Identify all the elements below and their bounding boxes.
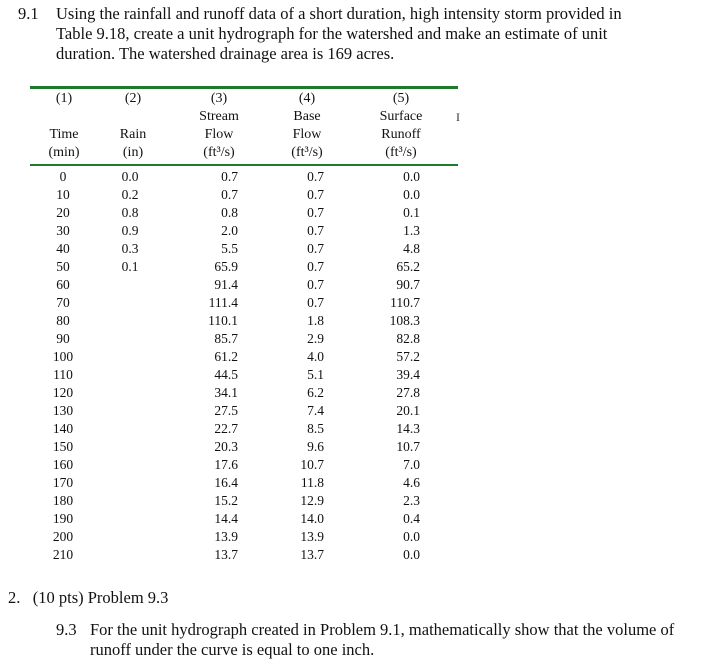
problem-text: For the unit hydrograph created in Problem 9.1, mathematically show that the volume of runoff under the curve is equal to one inch. [90, 620, 675, 659]
cell-base-flow: 0.7 [307, 187, 324, 202]
table-header-rule [30, 164, 458, 166]
table-row [0, 312, 716, 330]
cell-stream-flow: 85.7 [214, 331, 238, 346]
cell-rain: 0.2 [121, 187, 139, 202]
question-label: 2. [8, 588, 21, 607]
header-col-number: (4) [298, 91, 316, 106]
cell-time: 150 [52, 439, 74, 454]
cell-time: 200 [52, 529, 74, 544]
cell-time: 20 [56, 205, 70, 220]
header-line2: Flow [204, 127, 234, 142]
cell-stream-flow: 91.4 [214, 277, 238, 292]
cell-base-flow: 12.9 [300, 493, 324, 508]
header-rain [98, 90, 168, 162]
header-stream-flow [180, 90, 258, 162]
header-surface-runoff [356, 90, 446, 162]
cell-surface-runoff: 0.0 [403, 529, 420, 544]
cell-base-flow: 2.9 [307, 331, 324, 346]
table-row [0, 366, 716, 384]
table-row [0, 474, 716, 492]
cell-surface-runoff: 110.7 [390, 295, 420, 310]
cell-stream-flow: 27.5 [214, 403, 238, 418]
cell-rain: 0.8 [121, 205, 139, 220]
cell-time: 120 [52, 385, 74, 400]
cell-base-flow: 10.7 [300, 457, 324, 472]
cell-stream-flow: 20.3 [214, 439, 238, 454]
cell-surface-runoff: 14.3 [396, 421, 420, 436]
cell-time: 190 [52, 511, 74, 526]
cell-stream-flow: 65.9 [214, 259, 238, 274]
cell-time: 40 [56, 241, 70, 256]
table-top-rule [30, 86, 458, 89]
header-unit: (ft³/s) [203, 145, 235, 160]
cell-surface-runoff: 0.0 [403, 187, 420, 202]
table-row [0, 456, 716, 474]
header-base-flow [268, 90, 346, 162]
cell-time: 160 [52, 457, 74, 472]
question-text: (10 pts) Problem 9.3 [32, 588, 169, 607]
table-row [0, 510, 716, 528]
cell-time: 100 [52, 349, 74, 364]
header-line2: Runoff [381, 127, 421, 142]
cell-base-flow: 11.8 [300, 475, 324, 490]
cell-base-flow: 0.7 [307, 223, 324, 238]
table-row [0, 258, 716, 276]
cell-base-flow: 0.7 [307, 277, 324, 292]
cell-surface-runoff: 4.8 [403, 241, 420, 256]
header-unit: (ft³/s) [385, 145, 417, 160]
header-line1 [30, 108, 98, 126]
table-row [0, 294, 716, 312]
header-unit: (in) [122, 145, 144, 160]
cell-time: 130 [52, 403, 74, 418]
cell-surface-runoff: 7.0 [403, 457, 420, 472]
question-2 [8, 588, 168, 608]
cell-surface-runoff: 108.3 [389, 313, 420, 328]
cell-rain: 0.0 [121, 169, 139, 184]
cell-surface-runoff: 1.3 [403, 223, 420, 238]
cell-base-flow: 8.5 [307, 421, 324, 436]
header-col-number: (3) [210, 91, 228, 106]
cell-rain: 0.3 [121, 241, 139, 256]
header-line2: Flow [292, 127, 322, 142]
cell-base-flow: 13.9 [300, 529, 324, 544]
cell-surface-runoff: 10.7 [396, 439, 420, 454]
header-line2: Rain [119, 127, 147, 142]
cell-surface-runoff: 2.3 [403, 493, 420, 508]
cell-base-flow: 5.1 [307, 367, 324, 382]
cell-stream-flow: 22.7 [214, 421, 238, 436]
cell-time: 60 [56, 277, 70, 292]
cell-time: 50 [56, 259, 70, 274]
cell-stream-flow: 15.2 [214, 493, 238, 508]
cell-base-flow: 13.7 [300, 547, 324, 562]
header-line1 [98, 108, 168, 126]
table-row [0, 204, 716, 222]
cell-surface-runoff: 65.2 [396, 259, 420, 274]
cell-surface-runoff: 0.1 [403, 205, 420, 220]
table-row [0, 348, 716, 366]
cell-base-flow: 9.6 [307, 439, 324, 454]
header-unit: (ft³/s) [291, 145, 323, 160]
cell-surface-runoff: 82.8 [396, 331, 420, 346]
cell-rain: 0.1 [121, 259, 139, 274]
cell-surface-runoff: 90.7 [396, 277, 420, 292]
header-line1: Base [293, 109, 321, 124]
cell-stream-flow: 13.9 [214, 529, 238, 544]
header-time [30, 90, 98, 162]
cell-stream-flow: 0.7 [221, 187, 238, 202]
cell-stream-flow: 61.2 [214, 349, 238, 364]
cell-time: 0 [59, 169, 67, 184]
cell-surface-runoff: 0.0 [403, 547, 420, 562]
cell-stream-flow: 44.5 [214, 367, 238, 382]
cell-time: 210 [52, 547, 74, 562]
table-row [0, 222, 716, 240]
problem-number: 9.3 [56, 620, 77, 639]
cell-stream-flow: 0.7 [221, 169, 238, 184]
cell-surface-runoff: 27.8 [396, 385, 420, 400]
cell-surface-runoff: 39.4 [396, 367, 420, 382]
cell-stream-flow: 14.4 [214, 511, 238, 526]
table-row [0, 402, 716, 420]
table-row [0, 186, 716, 204]
cell-stream-flow: 0.8 [221, 205, 238, 220]
cell-surface-runoff: 0.0 [403, 169, 420, 184]
cell-stream-flow: 5.5 [221, 241, 238, 256]
cell-stream-flow: 2.0 [221, 223, 238, 238]
cell-stream-flow: 34.1 [214, 385, 238, 400]
header-col-number: (1) [55, 91, 73, 106]
table-row [0, 330, 716, 348]
table-row [0, 240, 716, 258]
header-unit: (min) [48, 145, 80, 160]
cell-surface-runoff: 57.2 [396, 349, 420, 364]
stray-mark: I [456, 110, 460, 124]
cell-stream-flow: 16.4 [214, 475, 238, 490]
problem-text: Using the rainfall and runoff data of a short duration, high intensity storm provided in Table 9.18, create a unit hydrograph for the watershed and make an estimate of unit duration. The watershed drainage area is 169 acres. [56, 4, 622, 63]
cell-base-flow: 14.0 [300, 511, 324, 526]
header-line2: Time [49, 127, 79, 142]
table-row [0, 492, 716, 510]
cell-stream-flow: 110.1 [208, 313, 238, 328]
cell-base-flow: 6.2 [307, 385, 324, 400]
table-row [0, 546, 716, 564]
header-line1: Surface [379, 109, 423, 124]
cell-surface-runoff: 20.1 [396, 403, 420, 418]
cell-time: 110 [53, 367, 73, 382]
header-col-number: (2) [124, 91, 142, 106]
cell-time: 30 [56, 223, 70, 238]
cell-stream-flow: 17.6 [214, 457, 238, 472]
cell-base-flow: 0.7 [307, 205, 324, 220]
cell-base-flow: 4.0 [307, 349, 324, 364]
problem-number: 9.1 [18, 4, 39, 23]
cell-time: 90 [56, 331, 70, 346]
table-row [0, 168, 716, 186]
table-row [0, 384, 716, 402]
cell-base-flow: 0.7 [307, 259, 324, 274]
cell-base-flow: 1.8 [307, 313, 324, 328]
header-col-number: (5) [392, 91, 410, 106]
table-row [0, 438, 716, 456]
cell-base-flow: 7.4 [307, 403, 324, 418]
cell-rain: 0.9 [121, 223, 139, 238]
cell-time: 80 [56, 313, 70, 328]
table-row [0, 528, 716, 546]
table-body [0, 168, 716, 564]
cell-base-flow: 0.7 [307, 169, 324, 184]
cell-time: 170 [52, 475, 74, 490]
cell-stream-flow: 111.4 [208, 295, 238, 310]
cell-time: 10 [56, 187, 70, 202]
cell-time: 180 [52, 493, 74, 508]
cell-surface-runoff: 0.4 [403, 511, 420, 526]
table-row [0, 276, 716, 294]
header-line1: Stream [199, 109, 239, 124]
cell-stream-flow: 13.7 [214, 547, 238, 562]
cell-time: 70 [56, 295, 70, 310]
cell-base-flow: 0.7 [307, 295, 324, 310]
cell-surface-runoff: 4.6 [403, 475, 420, 490]
cell-base-flow: 0.7 [307, 241, 324, 256]
table-row [0, 420, 716, 438]
cell-time: 140 [52, 421, 74, 436]
